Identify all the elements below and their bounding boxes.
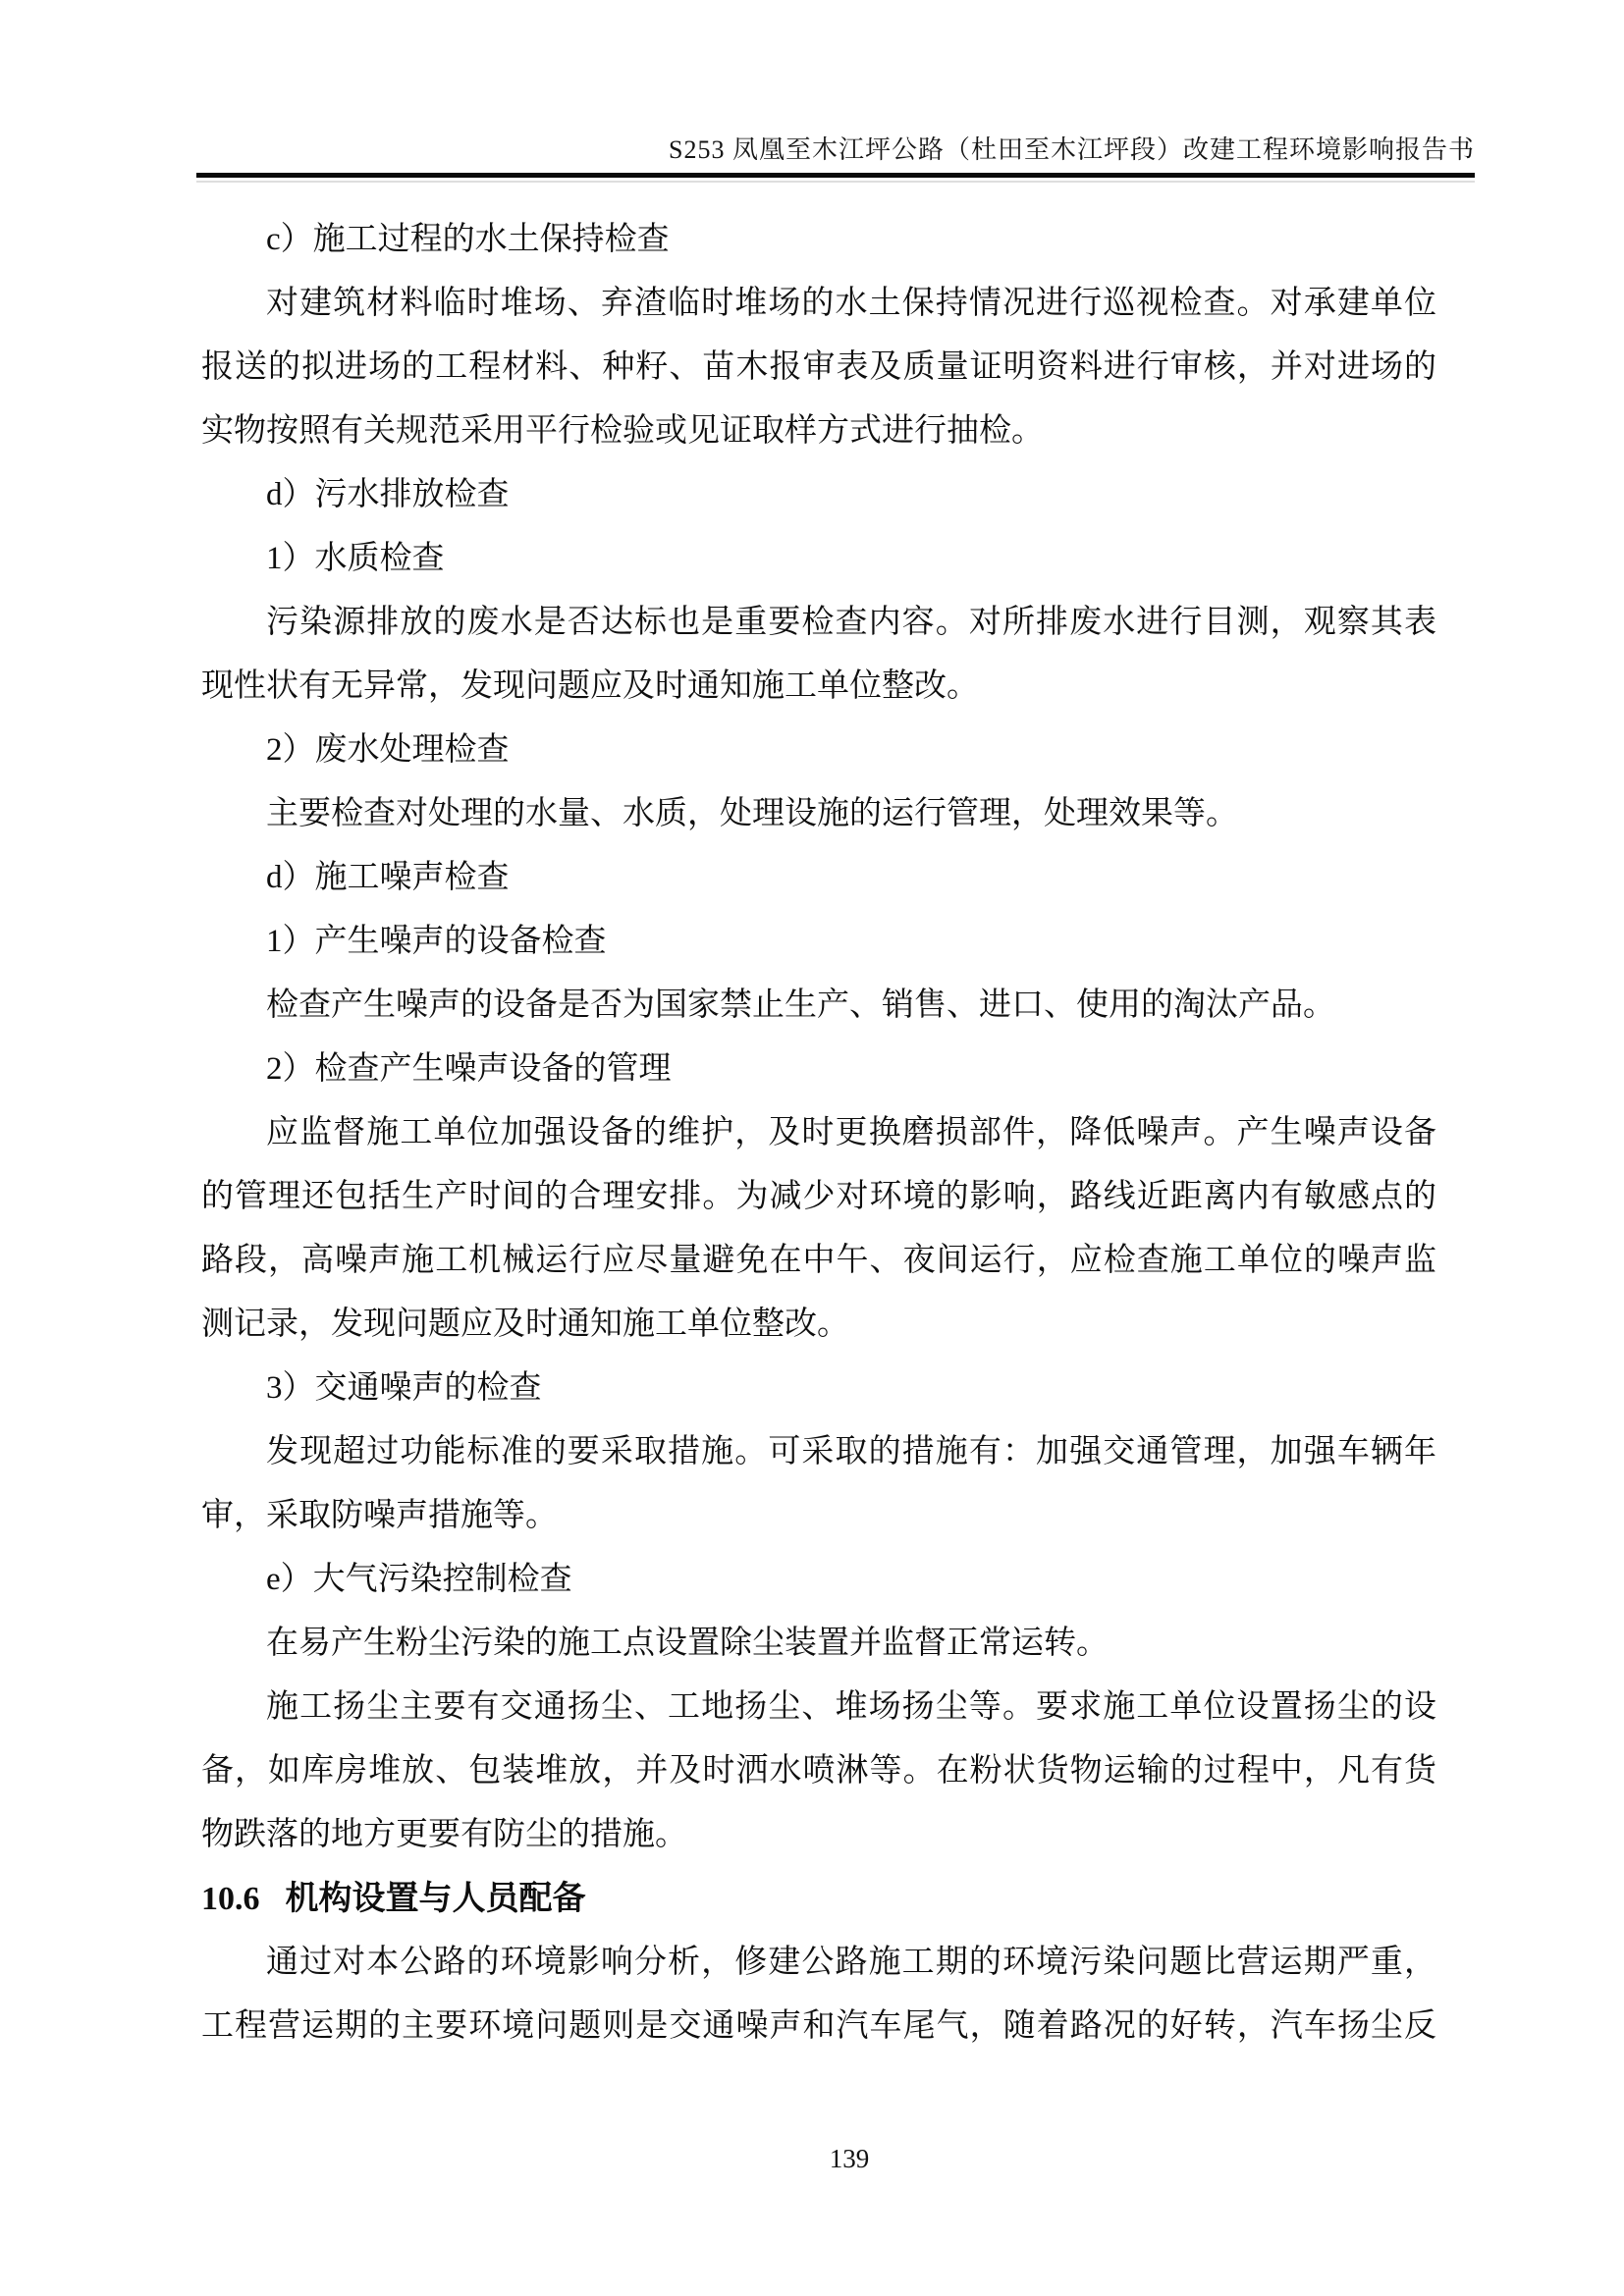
text-line: 的管理还包括生产时间的合理安排。为减少对环境的影响，路线近距离内有敏感点的 xyxy=(201,1179,1436,1214)
text-line: 3）交通噪声的检查 xyxy=(266,1370,542,1406)
document-body xyxy=(201,208,1436,2058)
text-line: 备，如库房堆放、包装堆放，并及时洒水喷淋等。在粉状货物运输的过程中，凡有货 xyxy=(201,1753,1436,1789)
text-line: 工程营运期的主要环境问题则是交通噪声和汽车尾气，随着路况的好转，汽车扬尘反 xyxy=(201,2008,1436,2044)
text-line: 污染源排放的废水是否达标也是重要检查内容。对所排废水进行目测，观察其表 xyxy=(266,605,1436,640)
text-line: 应监督施工单位加强设备的维护，及时更换磨损部件，降低噪声。产生噪声设备 xyxy=(266,1115,1436,1150)
section-heading xyxy=(201,1867,1436,1931)
text-line: d）污水排放检查 xyxy=(266,477,510,512)
text-line: 2）废水处理检查 xyxy=(266,732,510,768)
text-line: 实物按照有关规范采用平行检验或见证取样方式进行抽检。 xyxy=(201,413,1044,449)
text-line: 物跌落的地方更要有防尘的措施。 xyxy=(201,1817,687,1852)
text-line: 施工扬尘主要有交通扬尘、工地扬尘、堆场扬尘等。要求施工单位设置扬尘的设 xyxy=(266,1689,1436,1725)
text-line: e）大气污染控制检查 xyxy=(266,1562,572,1597)
text-line: 测记录，发现问题应及时通知施工单位整改。 xyxy=(201,1307,849,1342)
section-title: 机构设置与人员配备 xyxy=(285,1880,586,1917)
text-line: 2）检查产生噪声设备的管理 xyxy=(266,1051,672,1087)
text-line: 发现超过功能标准的要采取措施。可采取的措施有：加强交通管理，加强车辆年 xyxy=(266,1434,1436,1469)
text-line: 1）水质检查 xyxy=(266,541,445,576)
text-line: 主要检查对处理的水量、水质，处理设施的运行管理，处理效果等。 xyxy=(266,796,1238,831)
text-line: d）施工噪声检查 xyxy=(266,860,510,895)
text-line: c）施工过程的水土保持检查 xyxy=(266,222,670,257)
section-number: 10.6 xyxy=(201,1881,260,1917)
text-line: 报送的拟进场的工程材料、种籽、苗木报审表及质量证明资料进行审核，并对进场的 xyxy=(201,349,1436,385)
page-number: 139 xyxy=(829,2144,870,2173)
page-header-title: S253 凤凰至木江坪公路（杜田至木江坪段）改建工程环境影响报告书 xyxy=(669,135,1475,164)
text-line: 对建筑材料临时堆场、弃渣临时堆场的水土保持情况进行巡视检查。对承建单位 xyxy=(266,286,1436,321)
text-line: 审，采取防噪声措施等。 xyxy=(201,1498,558,1533)
header-rule xyxy=(196,173,1475,178)
text-line: 在易产生粉尘污染的施工点设置除尘装置并监督正常运转。 xyxy=(266,1626,1109,1661)
text-line: 检查产生噪声的设备是否为国家禁止生产、销售、进口、使用的淘汰产品。 xyxy=(266,988,1335,1023)
text-line: 1）产生噪声的设备检查 xyxy=(266,924,607,959)
text-line: 通过对本公路的环境影响分析，修建公路施工期的环境污染问题比营运期严重， xyxy=(266,1945,1436,1980)
text-line: 路段，高噪声施工机械运行应尽量避免在中午、夜间运行，应检查施工单位的噪声监 xyxy=(201,1243,1436,1278)
header-rule-shadow xyxy=(196,181,1475,183)
text-line: 现性状有无异常，发现问题应及时通知施工单位整改。 xyxy=(201,668,979,704)
